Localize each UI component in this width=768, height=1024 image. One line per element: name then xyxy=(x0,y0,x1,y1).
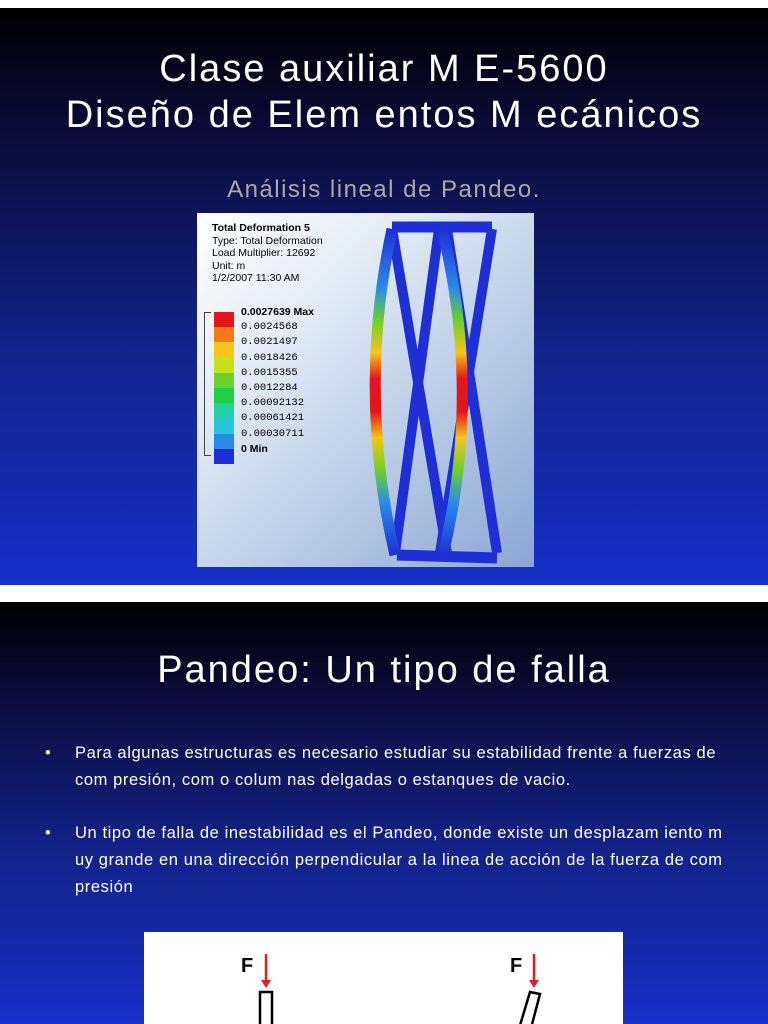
buckled-column xyxy=(518,992,540,1024)
slide-2-title: Pandeo: Un tipo de falla xyxy=(157,649,611,691)
slide-gap xyxy=(0,585,768,602)
force-label-left: F xyxy=(241,955,254,977)
legend-value: 0.0015355 xyxy=(241,366,298,379)
slide-2 xyxy=(0,602,768,1024)
bowed-column-left xyxy=(375,229,395,555)
title-line-1: Clase auxiliar M E-5600 xyxy=(159,48,609,90)
legend-value: 0.00030711 xyxy=(241,427,305,440)
force-label-right: F xyxy=(510,955,523,977)
buckling-simulation-image xyxy=(197,213,534,567)
bullet-dot: • xyxy=(45,824,52,842)
force-arrowhead-left xyxy=(261,980,271,988)
sim-header: Total Deformation 5 xyxy=(212,222,310,234)
sim-unit: Unit: m xyxy=(212,259,246,272)
straight-column xyxy=(260,992,272,1024)
bullet-item xyxy=(45,820,725,901)
bullet-text: Para algunas estructuras es necesario estudiar su estabilidad frente a fuerzas de com presión, com o colum nas delgadas o estanques de vacio. xyxy=(75,744,717,789)
force-arrowhead-right xyxy=(529,980,539,988)
bullet-list xyxy=(45,740,725,927)
sim-load-multiplier: Load Multiplier: 12692 xyxy=(212,247,316,259)
figure-drawing xyxy=(144,932,623,1024)
legend-value: 0.0024568 xyxy=(241,321,298,334)
slide-1-subtitle: Análisis lineal de Pandeo. xyxy=(227,176,541,203)
bullet-item xyxy=(45,740,725,794)
deformed-structure xyxy=(197,213,534,567)
legend-value: 0.00061421 xyxy=(241,412,305,425)
legend-value: 0.00092132 xyxy=(241,397,305,410)
legend-value: 0.0012284 xyxy=(241,381,298,394)
sim-type: Type: Total Deformation xyxy=(212,234,323,247)
legend-value: 0.0027639 Max xyxy=(241,306,314,318)
title-line-2: Diseño de Elem entos M ecánicos xyxy=(65,94,703,136)
legend-value: 0.0018426 xyxy=(241,351,298,364)
legend-value: 0.0021497 xyxy=(241,336,298,349)
bullet-dot: • xyxy=(45,744,52,762)
legend-value: 0 Min xyxy=(241,442,268,455)
top-gap xyxy=(0,0,768,8)
buckling-figure xyxy=(144,932,623,1024)
slide-1 xyxy=(0,8,768,585)
sim-date: 1/2/2007 11:30 AM xyxy=(212,272,300,284)
bullet-text: Un tipo de falla de inestabilidad es el Pandeo, donde existe un desplazam iento m uy grande en una dirección perpendicular a la linea de acción de la fuerza de com presión xyxy=(75,824,723,896)
slide-1-title xyxy=(0,46,768,138)
